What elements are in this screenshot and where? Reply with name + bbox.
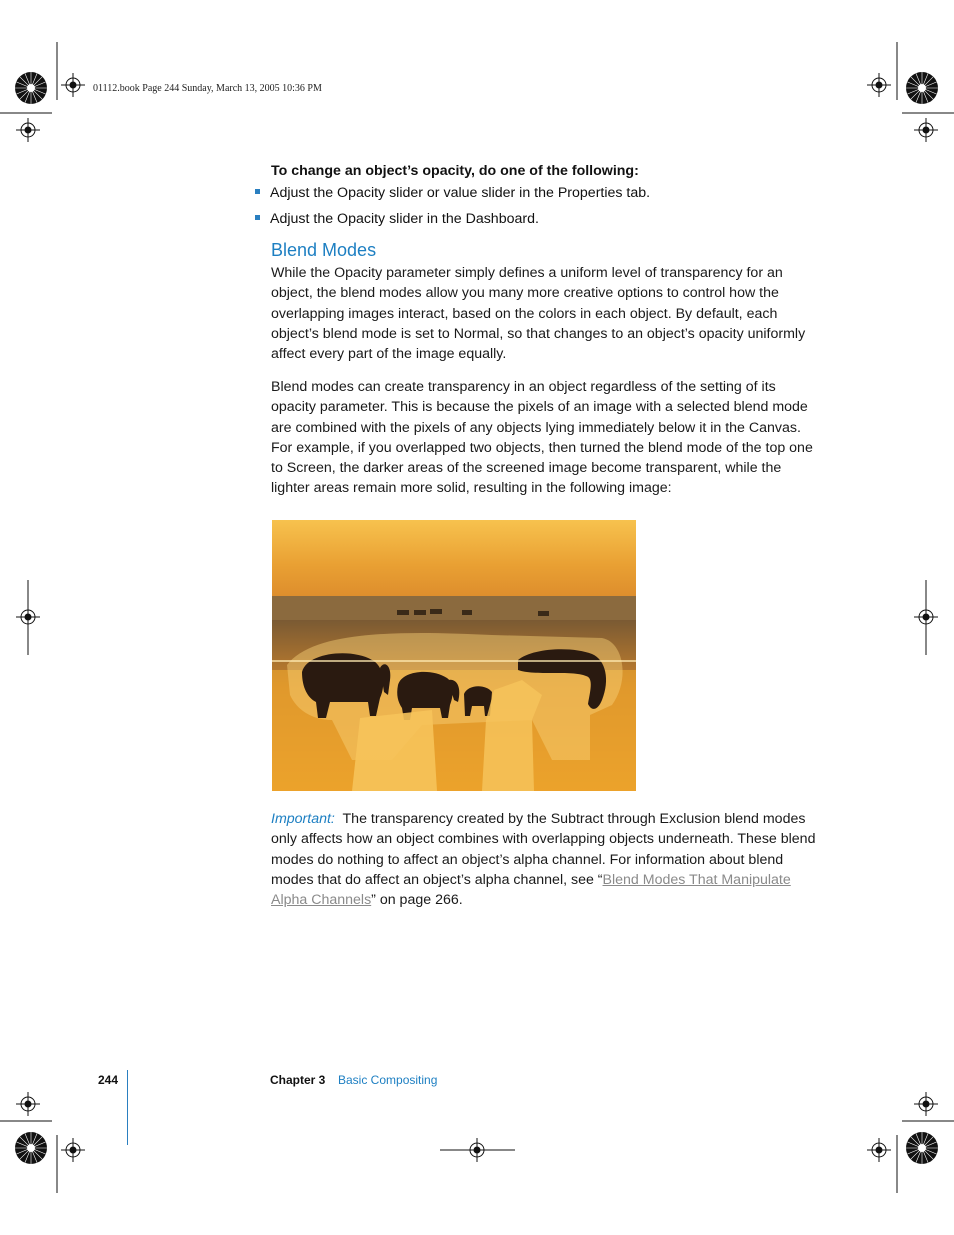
important-text: The transparency created by the Subtract through Exclusion blend modes only affects how an object combines with overlapping objects underneath. These blend modes do nothing to affect an object’s alpha channel. For information about blend modes that do affect an object’s alpha channel, see “	[271, 811, 816, 888]
important-note	[271, 809, 821, 910]
important-text-end: ” on page 266.	[371, 892, 463, 909]
bullet-item	[255, 185, 650, 201]
bullet-text: Adjust the Opacity slider or value slider in the Properties tab.	[270, 185, 651, 201]
lead-in-heading: To change an object’s opacity, do one of the following:	[271, 163, 639, 179]
bullet-text: Adjust the Opacity slider in the Dashboard.	[270, 211, 539, 227]
paragraph: While the Opacity parameter simply defines a uniform level of transparency for an object, the blend modes allow you many more creative options to control how the overlapping images interact, based on the colors in each object. By default, each object’s blend mode is set to Normal, so that changes to an object’s opacity uniformly affect every part of the image equally.	[271, 265, 806, 363]
chapter-title: Basic Compositing	[338, 1073, 438, 1087]
chapter-label: Chapter 3	[270, 1073, 326, 1087]
section-heading: Blend Modes	[271, 240, 377, 260]
print-info: 01112.book Page 244 Sunday, March 13, 2005 10:36 PM	[93, 83, 322, 94]
blend-mode-example-image	[272, 520, 636, 791]
important-label: Important:	[271, 811, 335, 827]
bullet-square-icon	[255, 215, 260, 220]
bullet-square-icon	[255, 189, 260, 194]
page-number: 244	[98, 1073, 119, 1087]
bullet-item	[255, 211, 539, 227]
footer-divider	[127, 1070, 128, 1145]
cross-reference-link[interactable]: Blend Modes That Manipulate Alpha Channels	[271, 871, 791, 909]
paragraph: Blend modes can create transparency in an object regardless of the setting of its opacity parameter. This is because the pixels of an image with a selected blend mode are combined with the pixels of any objects lying immediately below it in the Canvas. For example, if you overlapped two objects, then turned the blend mode of the top one to Screen, the darker areas of the screened image become transparent, while the lighter areas remain more solid, resulting in the following image:	[271, 379, 813, 497]
